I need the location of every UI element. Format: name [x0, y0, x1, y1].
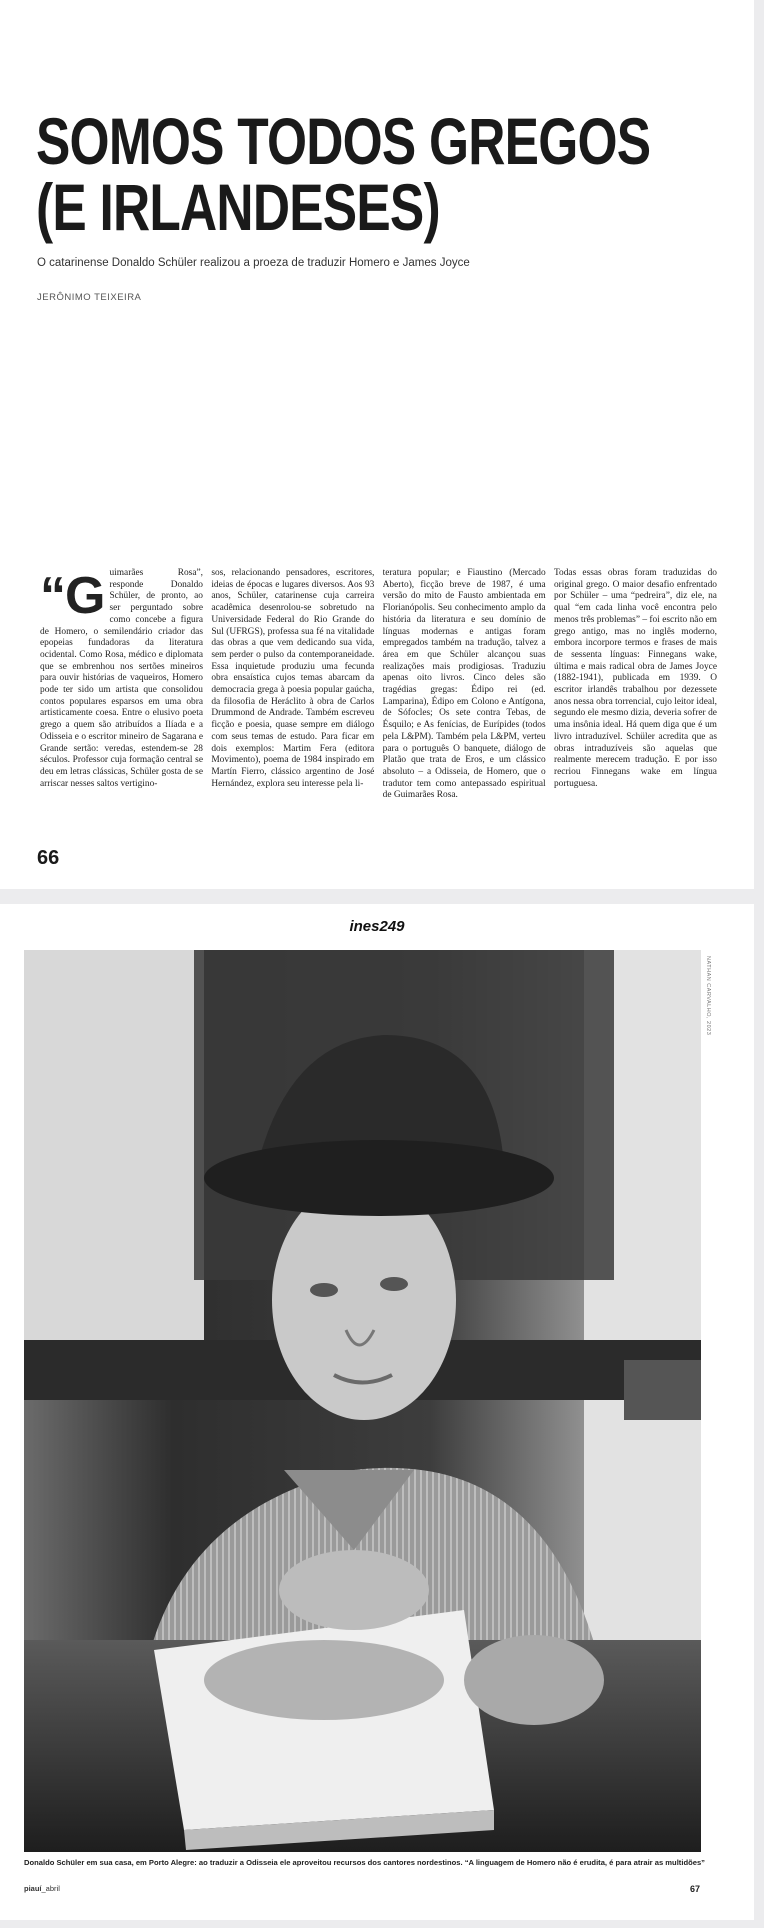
page-footer	[24, 1884, 60, 1893]
column-4-text: Todas essas obras foram traduzidas do original grego. O maior desafio enfrentado por Schüler – uma “pedreira”, diz ele, na qual “em cada linha você encontra pelo menos três problemas” – foi escrito não em grego antigo, mas no inglês moderno, embora incorpore termos e frases de mais de sessenta línguas: Finnegans wake, última e mais radical obra de James Joyce (1882-1941), publicada em 1939. O escritor irlandês trabalhou por dezessete anos nessa obra torrencial, cujo leitor ideal, segundo ele mesmo dizia, deveria sofrer de uma insônia ideal. Há quem diga que é um livro intraduzível. Schüler acredita que as obras intraduzíveis são aquelas que realmente merecem tradução. E por isso recriou Finnegans wake em língua portuguesa.	[553, 568, 717, 789]
body-column-1	[40, 568, 203, 840]
article-page-left	[0, 0, 754, 889]
portrait-illustration	[24, 950, 701, 1852]
column-3-text: teratura popular; e Fiaustino (Mercado Aberto), ficção breve de 1987, é uma versão do mito de Fausto ambientada em Florianópolis. Seu conhecimento amplo da história da literatura e seu domínio de línguas modernas e antigas foram empregados também na tradução, talvez a área em que Schüler alcançou suas realizações mais prodigiosas. Traduziu apenas oito livros. Cinco deles são tragédias gregas: Édipo rei (ed. Lamparina), Édipo em Colono e Antígona, de Sófocles; Os sete contra Tebas, de Ésquilo; e As fenícias, de Eurípides (todos pela L&PM). Também pela L&PM, verteu para o português O banquete, diálogo de Platão que trata de Eros, e um clássico absoluto – a Odisseia, de Homero, que o tradutor tem como antepassado espiritual de Guimarães Rosa.	[382, 568, 546, 801]
article-body	[40, 568, 717, 840]
article-byline: JERÔNIMO TEIXEIRA	[37, 292, 142, 303]
photo-page-right	[0, 904, 754, 1920]
drop-cap: “G	[40, 568, 105, 625]
headline-line-2: (E IRLANDESES)	[36, 170, 440, 244]
body-column-2	[211, 568, 374, 840]
photo-credit: NATHAN CARVALHO, 2023	[705, 956, 711, 1036]
hat-brim	[204, 1140, 554, 1216]
watermark-text: ines249	[349, 918, 405, 935]
article-subtitle: O catarinense Donaldo Schüler realizou a proeza de traduzir Homero e James Joyce	[37, 257, 470, 269]
body-column-4	[554, 568, 717, 840]
body-column-3	[383, 568, 546, 840]
portrait-photo	[24, 950, 701, 1852]
column-2-text: sos, relacionando pensadores, escritores, ideias de épocas e lugares diversos. Aos 93 anos, Schüler, catarinense cuja carreira acadêmica desenrolou-se sobretudo na Universidade Federal do Rio Grande do Sul (UFRGS), professa sua fé na vitalidade das obras a que vem dedicando sua vida, sem perder o pulso da contemporaneidade. Essa inquietude produziu uma fecunda obra ensaística cujos temas abarcam da democracia grega à poesia popular gaúcha, da filosofia de Heráclito à obra de Carlos Drummond de Andrade. Também escreveu ficção e poesia, quase sempre em diálogo com seus temas de estudo. Para ficar em dois exemplos: Martim Fera (editora Movimento), poema de 1984 inspirado em Martín Fierro, clássico argentino de José Hernández, explora seu interesse pela li-	[211, 568, 375, 789]
window-light	[24, 950, 204, 1340]
hand	[279, 1550, 429, 1630]
headline-line-1: SOMOS TODOS GREGOS	[36, 104, 651, 178]
page-number-left: 66	[37, 847, 60, 869]
column-1-text: uimarães Rosa”, responde Donaldo Schüler, de pronto, ao ser perguntado sobre como concebe a figura de Homero, o semilendário criador das epopeias fundadoras da literatura ocidental. Como Rosa, médico e diplomata que se embrenhou nos sertões mineiros para ouvir histórias de vaqueiros, Homero pode ter sido um artista que consolidou contos populares esparsos em uma obra artisticamente coesa. Entre o elusivo poeta grego a quem são atribuídos a Ilíada e a Odisseia e o escritor mineiro de Sagarana e Grande sertão: veredas, estendem-se 28 séculos. Professor cuja formação central se deu em letras clássicas, Schüler gosta de se arriscar nesses saltos vertigino-	[40, 568, 203, 789]
photo-caption: Donaldo Schüler em sua casa, em Porto Alegre: ao traduzir a Odisseia ele aproveitou recursos dos cantores nordestinos. “A linguagem de Homero não é erudita, é para atrair as multidões”	[24, 1858, 705, 1867]
magazine-name: piauí	[24, 1884, 42, 1893]
page-number-right: 67	[690, 1884, 701, 1894]
issue-month: _abril	[41, 1884, 60, 1893]
article-headline	[36, 104, 651, 244]
